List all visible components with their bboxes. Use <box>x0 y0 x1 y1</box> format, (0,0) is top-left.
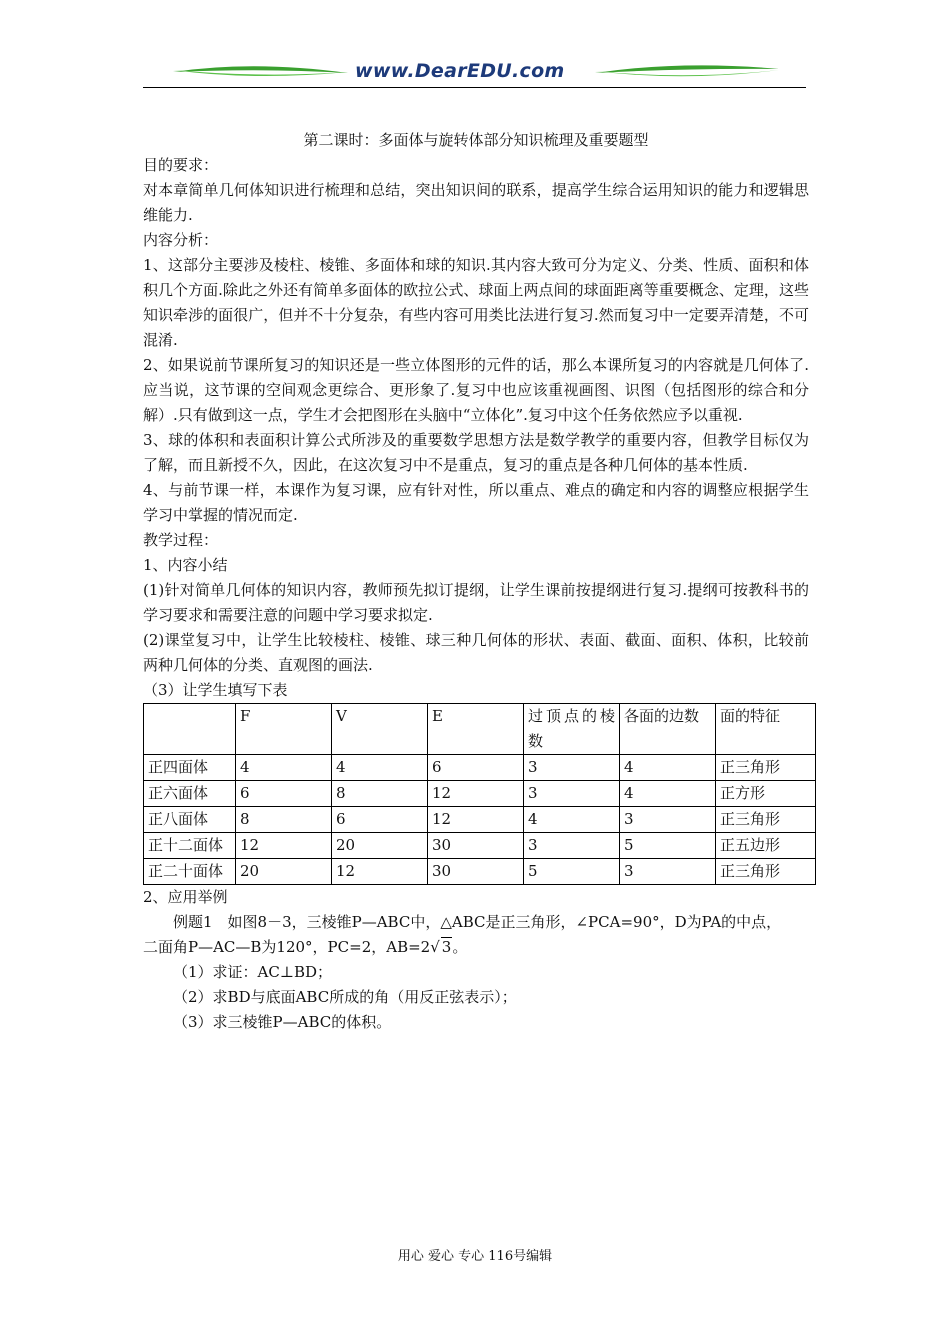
table-cell: 3 <box>620 807 716 833</box>
main-content <box>143 128 809 1035</box>
table-cell: 3 <box>524 781 620 807</box>
table-cell: 正六面体 <box>144 781 236 807</box>
question-item: （3）求三棱锥P—ABC的体积。 <box>173 1013 392 1031</box>
table-cell: 6 <box>332 807 428 833</box>
summary-item: (1)针对简单几何体的知识内容，教师预先拟订提纲，让学生课前按提纲进行复习.提纲可按教科书的学习要求和需要注意的问题中学习要求拟定. <box>143 581 809 624</box>
analysis-heading: 内容分析： <box>143 231 219 249</box>
table-cell: 正五边形 <box>716 833 816 859</box>
table-cell: 正三角形 <box>716 859 816 885</box>
table-cell: 6 <box>428 755 524 781</box>
table-cell: 正三角形 <box>716 807 816 833</box>
table-row <box>144 807 816 833</box>
page-title: 第二课时：多面体与旋转体部分知识梳理及重要题型 <box>303 131 649 149</box>
table-row <box>144 859 816 885</box>
table-header-cell: 面的特征 <box>716 704 816 755</box>
table-cell: 5 <box>524 859 620 885</box>
table-header-cell <box>144 704 236 755</box>
summary-heading: 1、内容小结 <box>143 556 228 574</box>
table-cell: 正四面体 <box>144 755 236 781</box>
table-cell: 12 <box>428 807 524 833</box>
table-header-cell: 各面的边数 <box>620 704 716 755</box>
question-item: （2）求BD与底面ABC所成的角（用反正弦表示）； <box>173 988 517 1006</box>
analysis-item: 1、这部分主要涉及棱柱、棱锥、多面体和球的知识.其内容大致可分为定义、分类、性质、面积和体积几个方面.除此之外还有简单多面体的欧拉公式、球面上两点间的球面距离等重要概念、定理，这些知识牵涉的面很广，但并不十分复杂，有些内容可用类比法进行复习.然而复习中一定要弄清楚，不可混淆. <box>143 256 809 349</box>
table-header-cell: 过顶点的棱数 <box>524 704 620 755</box>
analysis-item: 2、如果说前节课所复习的知识还是一些立体图形的元件的话，那么本课所复习的内容就是几何体了.应当说，这节课的空间观念更综合、更形象了.复习中也应该重视画图、识图（包括图形的综合和分解）.只有做到这一点，学生才会把图形在头脑中“立体化”.复习中这个任务依然应予以重视. <box>143 356 809 424</box>
sqrt-radicand: 3 <box>441 938 452 956</box>
table-header-cell: F <box>236 704 332 755</box>
site-logo-text: www.DearEDU.com <box>355 60 565 82</box>
table-header-cell: E <box>428 704 524 755</box>
table-row <box>144 755 816 781</box>
table-cell: 正二十面体 <box>144 859 236 885</box>
table-intro: （3）让学生填写下表 <box>143 681 288 699</box>
table-cell: 20 <box>332 833 428 859</box>
table-cell: 5 <box>620 833 716 859</box>
table-cell: 12 <box>236 833 332 859</box>
page-header <box>143 56 806 92</box>
table-row <box>144 781 816 807</box>
table-row <box>144 833 816 859</box>
table-cell: 4 <box>524 807 620 833</box>
example-line2-prefix: 二面角P—AC—B为120°，PC=2，AB=2 <box>143 938 431 956</box>
table-cell: 6 <box>236 781 332 807</box>
table-cell: 4 <box>620 781 716 807</box>
polyhedra-table <box>143 703 816 885</box>
page-footer: 用心 爱心 专心 116号编辑 <box>397 1249 553 1264</box>
example-line2-suffix: 。 <box>452 938 468 956</box>
table-cell: 30 <box>428 833 524 859</box>
table-cell: 30 <box>428 859 524 885</box>
analysis-item: 4、与前节课一样，本课作为复习课，应有针对性，所以重点、难点的确定和内容的调整应根据学生学习中掌握的情况而定. <box>143 481 809 524</box>
example-problem-line2 <box>143 935 809 960</box>
analysis-item: 3、球的体积和表面积计算公式所涉及的重要数学思想方法是数学教学的重要内容，但教学目标仅为了解，而且新授不久，因此，在这次复习中不是重点，复习的重点是各种几何体的基本性质. <box>143 431 809 474</box>
table-cell: 4 <box>620 755 716 781</box>
table-cell: 3 <box>620 859 716 885</box>
aim-heading: 目的要求： <box>143 156 219 174</box>
table-cell: 12 <box>428 781 524 807</box>
table-cell: 3 <box>524 755 620 781</box>
question-item: （1）求证：AC⊥BD； <box>173 963 333 981</box>
table-cell: 正八面体 <box>144 807 236 833</box>
table-cell: 正方形 <box>716 781 816 807</box>
table-header-row <box>144 704 816 755</box>
process-heading: 教学过程： <box>143 531 219 549</box>
table-cell: 8 <box>332 781 428 807</box>
table-cell: 4 <box>236 755 332 781</box>
summary-item: (2)课堂复习中，让学生比较棱柱、棱锥、球三种几何体的形状、表面、截面、面积、体积，比较前两种几何体的分类、直观图的画法. <box>143 631 809 674</box>
table-cell: 正十二面体 <box>144 833 236 859</box>
table-cell: 正三角形 <box>716 755 816 781</box>
table-cell: 12 <box>332 859 428 885</box>
aim-text: 对本章简单几何体知识进行梳理和总结，突出知识间的联系，提高学生综合运用知识的能力和逻辑思维能力. <box>143 181 809 224</box>
example-heading: 2、应用举例 <box>143 888 228 906</box>
table-cell: 3 <box>524 833 620 859</box>
example-problem-line1: 例题1 如图8－3，三棱锥P—ABC中，△ABC是正三角形，∠PCA=90°，D为PA的中点， <box>173 913 782 931</box>
table-cell: 20 <box>236 859 332 885</box>
sqrt-symbol: √ 3 <box>430 938 452 956</box>
header-rule <box>143 87 806 88</box>
table-cell: 8 <box>236 807 332 833</box>
table-cell: 4 <box>332 755 428 781</box>
table-header-cell: V <box>332 704 428 755</box>
